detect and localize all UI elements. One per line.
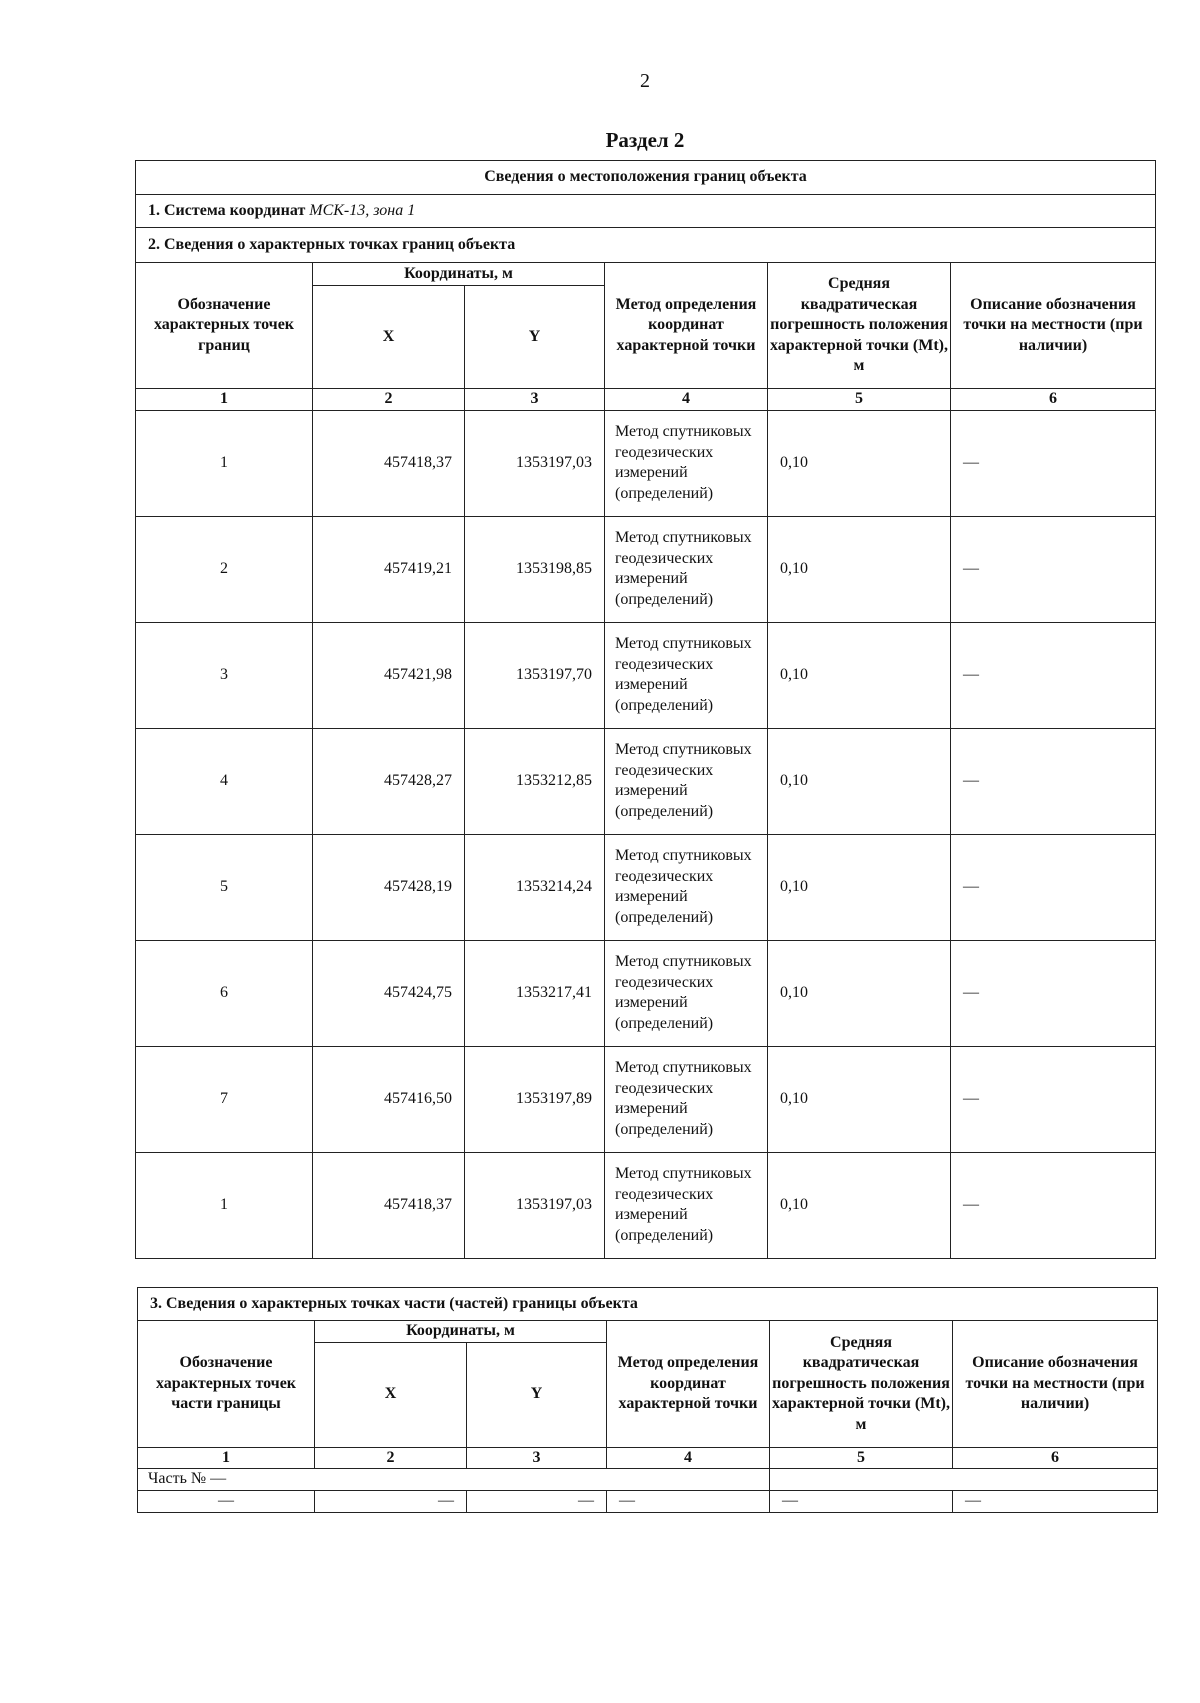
point-error: 0,10 [768,1046,951,1152]
point-method: Метод спутниковых геодезических измерений (определений) [605,940,768,1046]
coord-system-value: МСК-13, зона 1 [309,201,416,219]
point-desc: — [951,940,1156,1046]
part-col-num-4: 4 [607,1447,770,1469]
point-method: Метод спутниковых геодезических измерений (определений) [605,516,768,622]
point-x: 457418,37 [313,410,465,516]
point-y: 1353217,41 [465,940,605,1046]
part-header-coordinates: Координаты, м [315,1321,607,1343]
point-error: 0,10 [768,410,951,516]
table-row [136,622,1156,728]
table-row [136,728,1156,834]
part-header-x: X [315,1342,467,1447]
point-desc: — [951,622,1156,728]
col-num-1: 1 [136,389,313,411]
point-id: 2 [136,516,313,622]
section-title: Раздел 2 [605,128,685,152]
part-header-y: Y [467,1342,607,1447]
part-col-num-6: 6 [953,1447,1158,1469]
point-method: Метод спутниковых геодезических измерений (определений) [605,1046,768,1152]
header-x: X [313,286,465,389]
table-row [136,1046,1156,1152]
point-y: 1353197,03 [465,1152,605,1258]
part-col-num-2: 2 [315,1447,467,1469]
table-row [136,1152,1156,1258]
col-num-3: 3 [465,389,605,411]
point-id: 3 [136,622,313,728]
point-error: 0,10 [768,1152,951,1258]
point-desc: — [951,1046,1156,1152]
part-table [137,1287,1158,1513]
column-number-row [136,389,1156,411]
boundary-section-title: 2. Сведения о характерных точках границ объекта [136,228,1156,263]
header-point-designation: Обозначение характерных точек границ [136,263,313,389]
point-error: 0,10 [768,940,951,1046]
header-method: Метод определения координат характерной точки [605,263,768,389]
point-id: 6 [136,940,313,1046]
point-y: 1353214,24 [465,834,605,940]
part-col-num-1: 1 [138,1447,315,1469]
point-x: 457428,19 [313,834,465,940]
header-description: Описание обозначения точки на местности (при наличии) [951,263,1156,389]
point-method: Метод спутниковых геодезических измерений (определений) [605,728,768,834]
col-num-6: 6 [951,389,1156,411]
part-col-num-3: 3 [467,1447,607,1469]
point-id: 1 [136,410,313,516]
point-error: 0,10 [768,516,951,622]
table-row [136,410,1156,516]
table-row [136,940,1156,1046]
point-y: 1353197,89 [465,1046,605,1152]
point-method: Метод спутниковых геодезических измерений (определений) [605,834,768,940]
part-row-y: — [467,1490,607,1512]
part-table-row [138,1490,1158,1512]
point-desc: — [951,728,1156,834]
point-desc: — [951,516,1156,622]
part-row-desc: — [953,1490,1158,1512]
col-num-4: 4 [605,389,768,411]
table-row [136,516,1156,622]
point-x: 457418,37 [313,1152,465,1258]
point-error: 0,10 [768,834,951,940]
header-coordinates: Координаты, м [313,263,605,286]
part-section-title: 3. Сведения о характерных точках части (частей) границы объекта [138,1288,1158,1321]
part-header-point-designation: Обозначение характерных точек части границы [138,1321,315,1448]
point-y: 1353197,03 [465,410,605,516]
page-number: 2 [640,70,650,92]
point-desc: — [951,410,1156,516]
part-row-id: — [138,1490,315,1512]
point-error: 0,10 [768,622,951,728]
header-y: Y [465,286,605,389]
point-id: 5 [136,834,313,940]
point-x: 457428,27 [313,728,465,834]
point-method: Метод спутниковых геодезических измерений (определений) [605,1152,768,1258]
point-method: Метод спутниковых геодезических измерений (определений) [605,410,768,516]
part-col-num-5: 5 [770,1447,953,1469]
part-number-label: Часть № — [138,1469,770,1491]
point-desc: — [951,834,1156,940]
point-x: 457419,21 [313,516,465,622]
coord-system-row [136,195,1156,228]
boundary-table [135,160,1156,1259]
header-mean-error: Средняя квадратическая погрешность положения характерной точки (Mt), м [768,263,951,389]
col-num-5: 5 [768,389,951,411]
point-desc: — [951,1152,1156,1258]
part-row-x: — [315,1490,467,1512]
point-id: 7 [136,1046,313,1152]
part-column-number-row [138,1447,1158,1469]
coord-system-label: 1. Система координат [148,201,306,219]
point-y: 1353212,85 [465,728,605,834]
part-header-method: Метод определения координат характерной точки [607,1321,770,1448]
col-num-2: 2 [313,389,465,411]
part-number-empty [770,1469,1158,1491]
point-id: 4 [136,728,313,834]
main-title: Сведения о местоположения границ объекта [136,161,1156,195]
part-header-mean-error: Средняя квадратическая погрешность положения характерной точки (Mt), м [770,1321,953,1448]
point-x: 457416,50 [313,1046,465,1152]
point-error: 0,10 [768,728,951,834]
part-row-method: — [607,1490,770,1512]
point-y: 1353198,85 [465,516,605,622]
point-x: 457421,98 [313,622,465,728]
table-row [136,834,1156,940]
point-id: 1 [136,1152,313,1258]
part-header-description: Описание обозначения точки на местности (при наличии) [953,1321,1158,1448]
point-method: Метод спутниковых геодезических измерений (определений) [605,622,768,728]
part-row-error: — [770,1490,953,1512]
point-y: 1353197,70 [465,622,605,728]
point-x: 457424,75 [313,940,465,1046]
